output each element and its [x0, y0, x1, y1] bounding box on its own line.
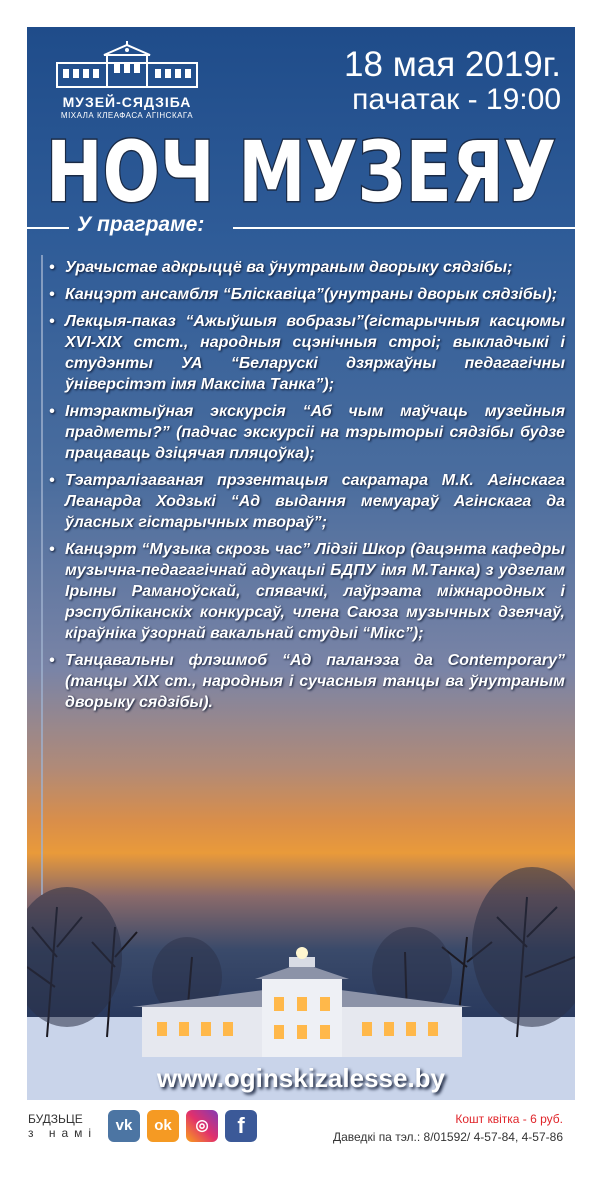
program-item [45, 284, 565, 305]
program-item-text: Канцэрт “Музыка скрозь час” Лідзіі Шкор (дацэнта кафедры музычна-педагагічнай адукацыі БДПУ імя М.Танка) з удзелам Ірыны Раманоўскай, спявачкі, лаўрэата міжнародных і рэспубліканскіх конкурсаў, члена Саюза музычных дзеячаў, кіраўніка ўзорнай вакальнай студыі “Мікс”); [65, 541, 565, 642]
instagram-icon[interactable]: ◎ [186, 1110, 218, 1142]
facebook-icon[interactable]: f [225, 1110, 257, 1142]
bullet-icon: • [49, 313, 55, 330]
follow-us-label [28, 1112, 97, 1140]
bullet-icon: • [49, 259, 55, 276]
program-item-text: Лекцыя-паказ “Ажыўшыя вобразы”(гістарычныя касцюмы XVI-XIX стст., народныя сцэнічныя строі; выкладчыкі і студэнты УА “Беларускі дзяржаўны педагагічны ўніверсітэт імя Максіма Танка”); [65, 313, 565, 393]
ticket-price: Кошт квітка - 6 руб. [455, 1112, 563, 1126]
contact-phones: Даведкі па тэл.: 8/01592/ 4-57-84, 4-57-86 [332, 1130, 563, 1144]
program-item [45, 650, 565, 713]
event-title [41, 125, 561, 217]
event-date: 18 мая 2019г. [344, 45, 561, 84]
vk-icon[interactable]: vk [108, 1110, 140, 1142]
program-item-text: Канцэрт ансамбля “Бліскавіца”(унутраны дворык сядзібы); [65, 286, 558, 303]
follow-line-2: з намі [28, 1126, 98, 1140]
museum-logo [47, 41, 207, 125]
program-item [45, 311, 565, 395]
program-list [45, 257, 565, 719]
museum-name: МУЗЕЙ-СЯДЗІБА [62, 94, 192, 110]
odnoklassniki-icon[interactable]: ok [147, 1110, 179, 1142]
bullet-icon: • [49, 472, 55, 489]
manor-house-icon [52, 41, 202, 91]
event-poster [27, 27, 575, 1100]
program-heading: У праграме: [77, 213, 205, 236]
bullet-icon: • [49, 286, 55, 303]
event-start-time: пачатак - 19:00 [352, 83, 561, 116]
program-item-text: Танцавальны флэшмоб “Ад паланэза да Contemporary” (танцы XIX ст., народныя і сучасныя танцы ва ўнутраным дворыку сядзібы). [65, 652, 565, 711]
heading-rule-left [27, 227, 69, 229]
bullet-icon: • [49, 541, 55, 558]
program-side-rule [41, 255, 43, 895]
museum-subtitle: МІХАЛА КЛЕАФАСА АГІНСКАГА [60, 111, 194, 120]
program-item [45, 401, 565, 464]
program-item [45, 257, 565, 278]
program-item-text: Урачыстае адкрыццё ва ўнутраным дворыку сядзібы; [65, 259, 513, 276]
website-url[interactable]: www.oginskizalesse.by [156, 1063, 446, 1093]
program-item-text: Тэатралізаваная прэзентацыя сакратара М.К. Агінскага Леанарда Ходзькі “Ад выдання мемуараў Агінскага да ўласных гістарычных твораў”; [65, 472, 565, 531]
follow-line-1: БУДЗЬЦЕ [28, 1112, 83, 1126]
event-title-text: НОЧ МУЗЕЯУ [46, 125, 556, 217]
bullet-icon: • [49, 652, 55, 669]
heading-rule-right [233, 227, 575, 229]
program-item [45, 539, 565, 644]
program-item [45, 470, 565, 533]
program-item-text: Інтэрактыўная экскурсія “Аб чым маўчаць музейныя прадметы?” (падчас экскурсіі на тэрыторыі сядзібы будзе працаваць дзіцячая пляцоўка); [65, 403, 565, 462]
bullet-icon: • [49, 403, 55, 420]
